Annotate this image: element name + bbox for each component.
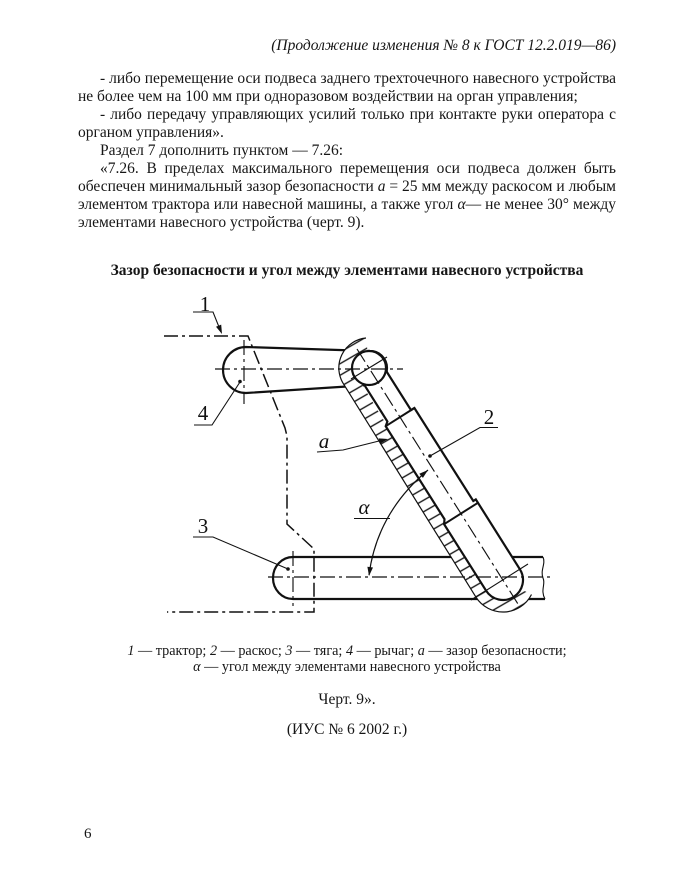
caption-val-1: — трактор; [134,643,210,659]
alpha-symbol-inline: α [457,196,466,213]
clause-text-post: — не менее 30° между элементами навесного устройства (черт. 9). [78,196,617,231]
label-gap: a [318,429,330,453]
figure-number: Черт. 9». [318,691,376,708]
leader-3 [193,537,288,569]
leader-2-dot [428,454,432,458]
label-link: 3 [197,514,209,538]
leader-1-arrow [216,325,222,334]
paragraph-option-2: - либо передачу управляющих усилий только при контакте руки оператора с органом управления». [78,106,616,141]
clause-text-pre: «7.26. В пределах максимального перемещения оси подвеса должен быть обеспечен минимальный зазор безопасности [78,160,616,195]
gap-symbol-inline: a [377,178,386,195]
figure-title: Зазор безопасности и угол между элементами навесного устройства [110,262,584,279]
caption-key-1: 1 [127,643,135,659]
caption-val-2: — раскос; [217,643,286,659]
caption-line-1 [70,643,624,659]
label-brace: 2 [483,405,495,429]
caption-val-6: — угол между элементами навесного устройства [200,659,501,675]
label-angle: α [358,495,370,519]
paragraph-option-1: - либо перемещение оси подвеса заднего трехточечного навесного устройства не более чем на 100 мм при одноразовом воздействии на орган управления; [78,70,616,105]
caption-key-5: a [417,643,425,659]
label-lever: 4 [197,401,209,425]
caption-val-4: — рычаг; [353,643,418,659]
leader-4-dot [238,380,242,384]
leader-3-dot [286,567,290,571]
caption-val-3: — тяга; [292,643,346,659]
page-header: (Продолжение изменения № 8 к ГОСТ 12.2.019—86) [271,37,616,54]
caption-val-5: — зазор безопасности; [424,643,567,659]
caption-key-4: 4 [345,643,354,659]
caption-key-2: 2 [209,643,218,659]
source-note: (ИУС № 6 2002 г.) [286,721,408,738]
page-number: 6 [84,826,92,842]
label-tractor: 1 [199,292,211,316]
caption-key-6: α [193,659,201,675]
caption-key-3: 3 [285,643,293,659]
paragraph-section-note: Раздел 7 дополнить пунктом — 7.26: [100,142,344,159]
figure-caption [70,643,624,675]
caption-line-2 [70,659,624,675]
clause-text-mid: = 25 мм между раскосом и любым элементом трактора или навесной машины, а также угол [78,178,616,213]
